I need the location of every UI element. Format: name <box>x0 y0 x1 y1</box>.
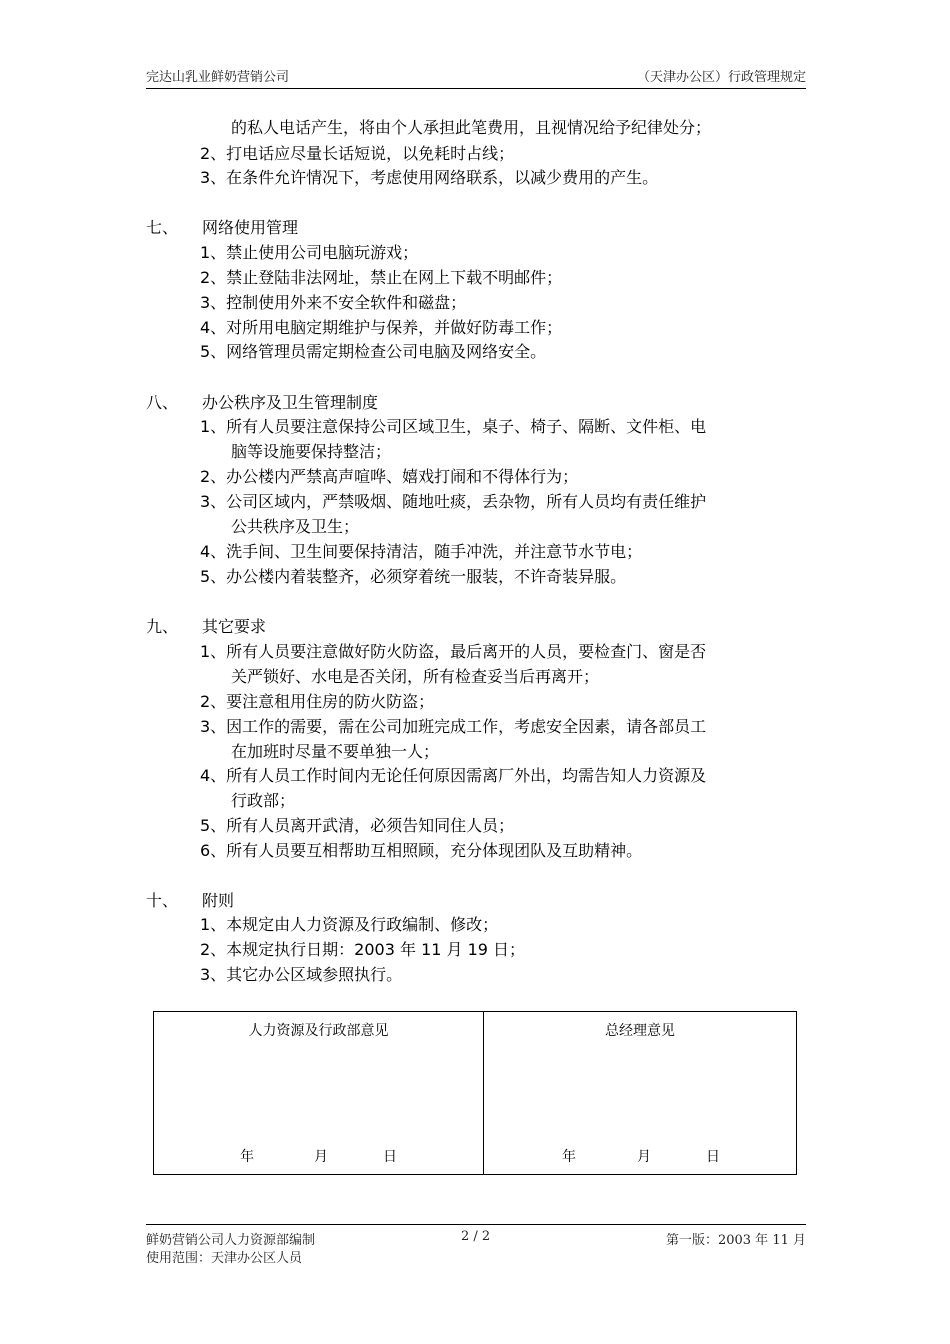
list-item: 4、对所用电脑定期维护与保养，并做好防毒工作； <box>200 318 563 337</box>
gm-opinion-cell[interactable] <box>484 1012 797 1175</box>
section-title: 网络使用管理 <box>202 218 299 237</box>
section-number: 十、 <box>146 891 179 910</box>
list-item: 2、打电话应尽量长话短说，以免耗时占线； <box>200 144 515 163</box>
list-item: 3、其它办公区域参照执行。 <box>200 965 403 984</box>
footer-scope: 使用范围：天津办公区人员 <box>146 1251 303 1266</box>
month-label: 月 <box>637 1149 651 1165</box>
footer-editor: 鲜奶营销公司人力资源部编制 <box>146 1233 316 1248</box>
list-item: 6、所有人员要互相帮助互相照顾，充分体现团队及互助精神。 <box>200 841 643 860</box>
list-item: 3、在条件允许情况下，考虑使用网络联系，以减少费用的产生。 <box>200 168 659 187</box>
list-item: 4、所有人员工作时间内无论任何原因需离厂外出，均需告知人力资源及 <box>200 766 707 785</box>
list-item: 2、要注意租用住房的防火防盗； <box>200 692 435 711</box>
list-item: 5、办公楼内着装整齐，必须穿着统一服装，不许奇装异服。 <box>200 567 627 586</box>
page-header <box>146 66 806 89</box>
list-item: 1、所有人员要注意做好防火防盗，最后离开的人员，要检查门、窗是否 <box>200 642 707 661</box>
list-item-continuation: 在加班时尽量不要单独一人； <box>231 742 440 761</box>
header-doc-title: （天津办公区）行政管理规定 <box>636 70 806 85</box>
day-label: 日 <box>706 1149 720 1165</box>
list-item: 2、办公楼内严禁高声喧哗、嬉戏打闹和不得体行为； <box>200 467 579 486</box>
list-item-continuation: 行政部； <box>231 791 296 810</box>
section-number: 七、 <box>146 218 179 237</box>
approval-table <box>153 1011 797 1175</box>
list-item-continuation: 公共秩序及卫生； <box>231 517 360 536</box>
paragraph-continuation: 的私人电话产生，将由个人承担此笔费用，且视情况给予纪律处分； <box>231 118 712 137</box>
page-footer <box>146 1224 806 1275</box>
list-item: 2、禁止登陆非法网址，禁止在网上下载不明邮件； <box>200 268 563 287</box>
list-item: 5、网络管理员需定期检查公司电脑及网络安全。 <box>200 342 547 361</box>
list-item: 3、因工作的需要，需在公司加班完成工作，考虑安全因素，请各部员工 <box>200 717 707 736</box>
section-number: 九、 <box>146 617 179 636</box>
gm-opinion-label: 总经理意见 <box>605 1023 675 1039</box>
list-item: 2、本规定执行日期：2003 年 11 月 19 日； <box>200 940 526 959</box>
list-item: 1、禁止使用公司电脑玩游戏； <box>200 243 419 262</box>
list-item: 3、控制使用外来不安全软件和磁盘； <box>200 293 467 312</box>
list-item: 1、本规定由人力资源及行政编制、修改； <box>200 915 499 934</box>
day-label: 日 <box>383 1149 397 1165</box>
list-item-continuation: 脑等设施要保持整洁； <box>231 442 392 461</box>
hr-opinion-label: 人力资源及行政部意见 <box>248 1023 389 1039</box>
year-label: 年 <box>562 1149 576 1165</box>
page-number: 2 / 2 <box>461 1229 491 1244</box>
month-label: 月 <box>314 1149 328 1165</box>
section-title: 其它要求 <box>202 617 267 636</box>
list-item: 1、所有人员要注意保持公司区域卫生，桌子、椅子、隔断、文件柜、电 <box>200 417 707 436</box>
footer-version: 第一版：2003 年 11 月 <box>665 1233 806 1248</box>
list-item: 3、公司区域内，严禁吸烟、随地吐痰，丢杂物，所有人员均有责任维护 <box>200 492 707 511</box>
header-company: 完达山乳业鲜奶营销公司 <box>146 70 290 85</box>
section-title: 附则 <box>202 891 235 910</box>
section-title: 办公秩序及卫生管理制度 <box>202 393 379 412</box>
section-number: 八、 <box>146 393 179 412</box>
year-label: 年 <box>240 1149 254 1165</box>
hr-opinion-cell[interactable] <box>154 1012 484 1175</box>
list-item: 5、所有人员离开武清，必须告知同住人员； <box>200 816 515 835</box>
list-item-continuation: 关严锁好、水电是否关闭，所有检查妥当后再离开； <box>231 667 600 686</box>
list-item: 4、洗手间、卫生间要保持清洁，随手冲洗，并注意节水节电； <box>200 542 643 561</box>
